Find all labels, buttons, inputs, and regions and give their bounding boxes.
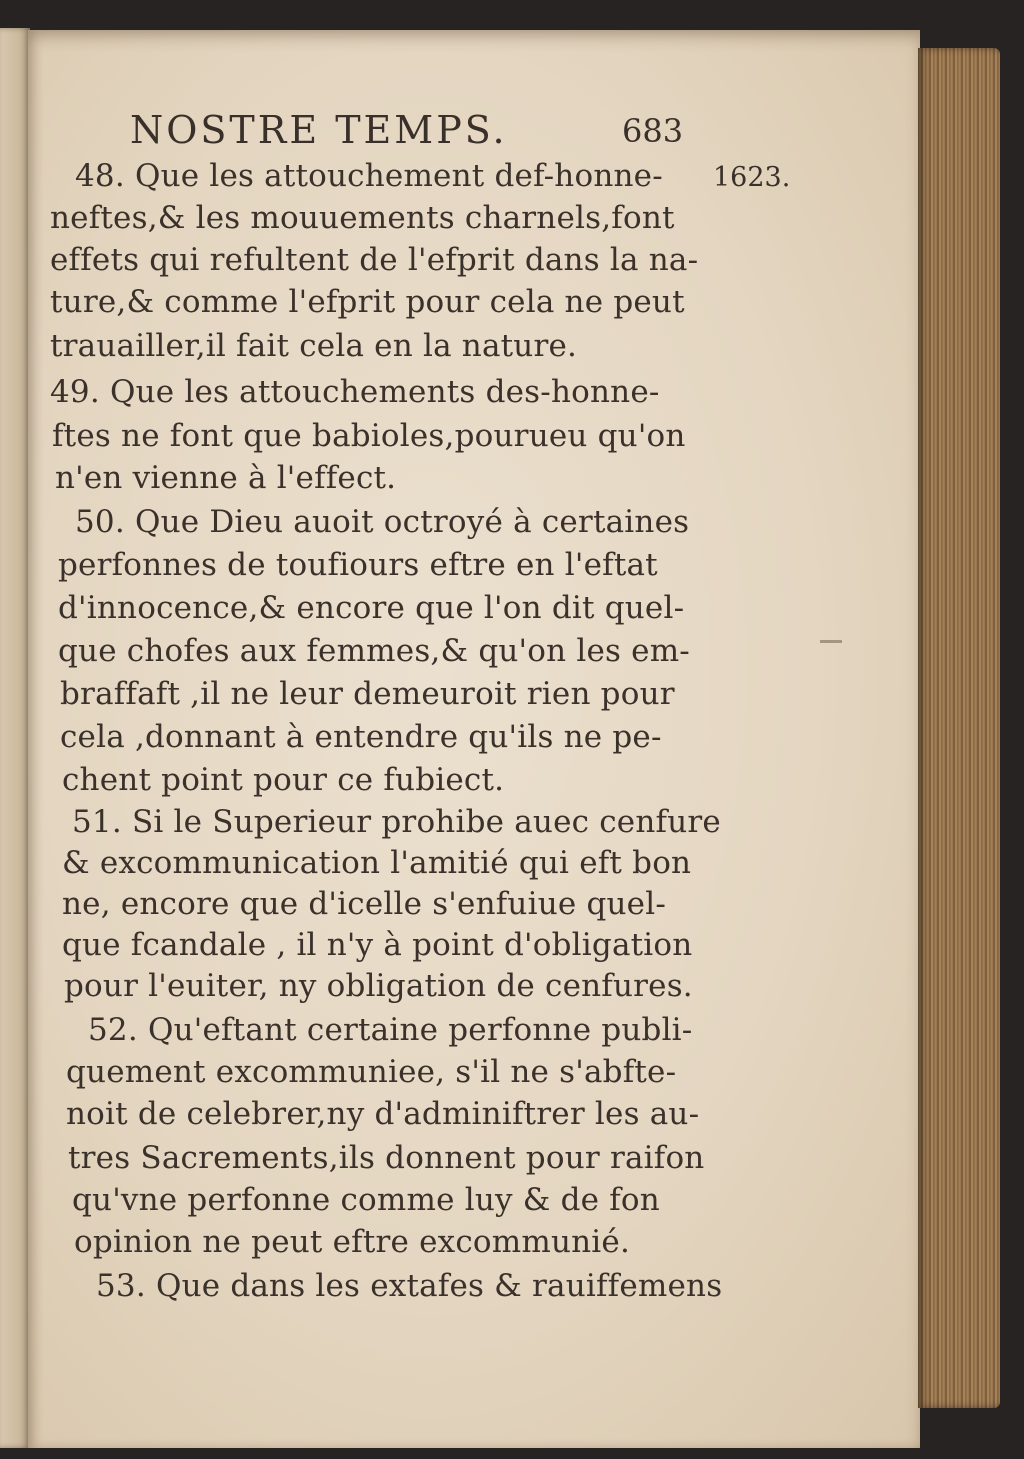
text-line: 48. Que les attouchement def-honne- [75, 158, 663, 194]
margin-year: 1623. [713, 162, 791, 193]
text-line: noit de celebrer,ny d'adminiftrer les au- [66, 1096, 700, 1132]
text-line: neftes,& les mouuements charnels,font [50, 200, 675, 236]
text-line: que fcandale , il n'y à point d'obligation [62, 927, 693, 963]
running-head: NOSTRE TEMPS. [130, 108, 508, 152]
text-line: ture,& comme l'efprit pour cela ne peut [50, 284, 685, 320]
text-line: 51. Si le Superieur prohibe auec cenfure [72, 804, 721, 840]
text-line: quement excommuniee, s'il ne s'abfte- [66, 1054, 677, 1090]
text-line: que chofes aux femmes,& qu'on les em- [58, 633, 690, 669]
text-line: n'en vienne à l'effect. [55, 460, 397, 496]
text-line: tres Sacrements,ils donnent pour raifon [68, 1140, 705, 1176]
text-line: 49. Que les attouchements des-honne- [50, 374, 660, 410]
text-line: 50. Que Dieu auoit octroyé à certaines [75, 504, 690, 540]
text-line: qu'vne perfonne comme luy & de fon [72, 1182, 660, 1218]
text-line: effets qui refultent de l'efprit dans la na- [50, 242, 699, 278]
text-line: opinion ne peut eftre excommunié. [74, 1224, 631, 1260]
text-line: perfonnes de toufiours eftre en l'eftat [58, 547, 658, 583]
text-line: trauailler,il fait cela en la nature. [50, 328, 578, 364]
page-block-edges [918, 48, 1000, 1408]
text-line: ftes ne font que babioles,pourueu qu'on [52, 418, 686, 454]
text-line: 53. Que dans les extafes & rauiffemens [96, 1268, 723, 1304]
text-line: chent point pour ce fubiect. [62, 762, 505, 798]
text-line: braffaft ,il ne leur demeuroit rien pour [60, 676, 675, 712]
text-line: 52. Qu'eftant certaine perfonne publi- [88, 1012, 693, 1048]
text-line: ne, encore que d'icelle s'enfuiue quel- [62, 886, 667, 922]
text-line: & excommunication l'amitié qui eft bon [62, 845, 692, 881]
page-number: 683 [622, 112, 684, 150]
text-line: pour l'euiter, ny obligation de cenfures. [64, 968, 693, 1004]
text-line: d'innocence,& encore que l'on dit quel- [58, 590, 685, 626]
text-line: cela ,donnant à entendre qu'ils ne pe- [60, 719, 662, 755]
